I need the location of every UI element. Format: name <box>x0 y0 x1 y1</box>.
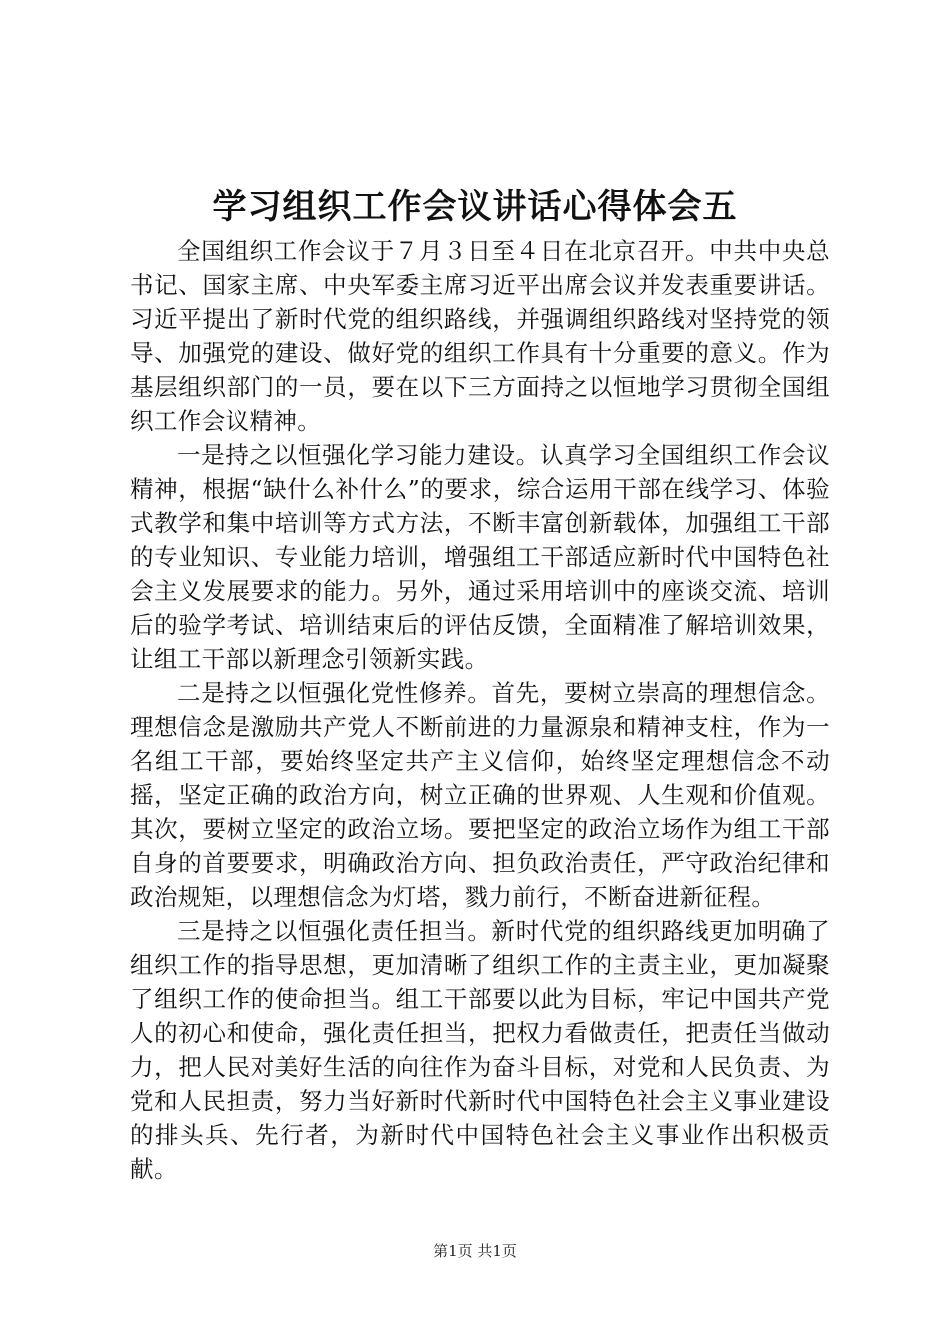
paragraph-party-spirit: 二是持之以恒强化党性修养。首先，要树立崇高的理想信念。理想信念是激励共产党人不断前进的力量源泉和精神支柱，作为一名组工干部，要始终坚定共产主义信仰，始终坚定理想信念不动摇，坚定正确的政治方向，树立正确的世界观、人生观和价值观。其次，要树立坚定的政治立场。要把坚定的政治立场作为组工干部自身的首要要求，明确政治方向、担负政治责任，严守政治纪律和政治规矩，以理想信念为灯塔，戮力前行，不断奋进新征程。 <box>130 679 830 911</box>
page-number-footer: 第1页 共1页 <box>433 1242 517 1260</box>
document-body <box>130 234 830 1186</box>
paragraph-intro: 全国组织工作会议于７月３日至４日在北京召开。中共中央总书记、国家主席、中央军委主席习近平出席会议并发表重要讲话。习近平提出了新时代党的组织路线，并强调组织路线对坚持党的领导、加强党的建设、做好党的组织工作具有十分重要的意义。作为基层组织部门的一员，要在以下三方面持之以恒地学习贯彻全国组织工作会议精神。 <box>130 237 830 435</box>
paragraph-learning-ability: 一是持之以恒强化学习能力建设。认真学习全国组织工作会议精神，根据“缺什么补什么”的要求，综合运用干部在线学习、体验式教学和集中培训等方式方法，不断丰富创新载体，加强组工干部的专业知识、专业能力培训，增强组工干部适应新时代中国特色社会主义发展要求的能力。另外，通过采用培训中的座谈交流、培训后的验学考试、培训结束后的评估反馈，全面精准了解培训效果，让组工干部以新理念引领新实践。 <box>130 441 830 673</box>
document-title: 学习组织工作会议讲话心得体会五 <box>212 187 738 227</box>
paragraph-responsibility: 三是持之以恒强化责任担当。新时代党的组织路线更加明确了组织工作的指导思想，更加清晰了组织工作的主责主业，更加凝聚了组织工作的使命担当。组工干部要以此为目标，牢记中国共产党人的初心和使命，强化责任担当，把权力看做责任，把责任当做动力，把人民对美好生活的向往作为奋斗目标，对党和人民负责、为党和人民担责，努力当好新时代新时代中国特色社会主义事业建设的排头兵、先行者，为新时代中国特色社会主义事业作出积极贡献。 <box>130 917 830 1183</box>
